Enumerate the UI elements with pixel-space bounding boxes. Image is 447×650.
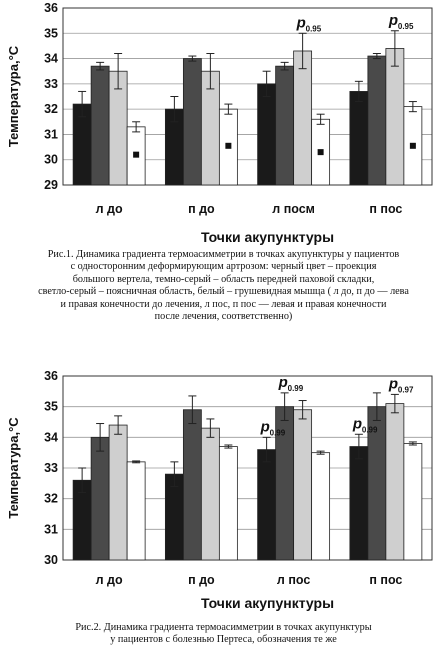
fig1-y-tick-label: 29: [44, 178, 58, 192]
fig1-bar: [91, 66, 109, 185]
fig1-y-tick-label: 31: [44, 127, 58, 142]
figure-2-caption: [0, 622, 447, 647]
fig2-significance-label: p: [352, 415, 363, 433]
fig2-x-category-label: п до: [188, 573, 215, 587]
fig1-x-category-label: п пос: [369, 202, 403, 216]
fig2-significance-label: p: [278, 373, 288, 391]
fig1-y-tick-label: 36: [44, 1, 58, 15]
fig1-significance-subscript: 0.95: [397, 21, 414, 31]
fig2-y-tick-label: 36: [44, 369, 58, 383]
figure-2-chart: [0, 360, 447, 618]
fig2-bar: [201, 428, 219, 560]
figure-1-chart: [0, 0, 447, 248]
fig1-x-category-label: л до: [95, 202, 123, 216]
fig2-y-tick-label: 34: [44, 430, 58, 445]
fig2-significance-subscript: 0.99: [287, 383, 304, 393]
fig1-bar: [276, 66, 294, 185]
caption-line: и правая конечности до лечения, л пос, п пос — левая и правая конечности: [60, 298, 387, 310]
fig2-bar: [91, 437, 109, 560]
fig1-bar: [386, 48, 404, 185]
fig1-y-tick-label: 33: [44, 76, 58, 91]
fig1-significance-subscript: 0.95: [305, 24, 322, 34]
fig1-bar: [368, 56, 386, 185]
caption-line: Рис.2. Динамика градиента термоасимметрии в точках акупунктуры: [75, 622, 372, 633]
fig1-y-axis-label: Температура,°С: [6, 45, 21, 148]
fig2-significance-subscript: 0.99: [269, 428, 286, 438]
fig2-y-tick-label: 33: [44, 461, 58, 475]
fig1-significance-label: p: [388, 11, 399, 29]
fig1-y-tick-label: 32: [44, 102, 58, 117]
fig1-bar: [350, 91, 368, 185]
fig2-bar: [312, 453, 330, 560]
fig1-y-tick-label: 34: [44, 51, 58, 66]
fig1-marker: [225, 143, 231, 149]
caption-line: светло-серый – поясничная область, белый – грушевидная мышца ( л до, п до — лева: [38, 286, 409, 298]
fig2-x-category-label: п пос: [369, 573, 403, 587]
fig2-y-tick-label: 35: [44, 399, 58, 414]
fig1-bar: [258, 84, 276, 185]
fig1-bar: [183, 59, 201, 185]
fig2-significance-subscript: 0.97: [397, 385, 414, 395]
fig2-y-tick-label: 30: [44, 553, 58, 567]
fig2-x-axis-label: Точки акупунктуры: [200, 595, 335, 611]
fig1-y-tick-label: 30: [44, 152, 58, 167]
fig1-significance-label: p: [296, 14, 306, 32]
fig1-x-axis-label: Точки акупунктуры: [200, 229, 335, 245]
fig2-bar: [404, 443, 422, 560]
caption-line: большого вертела, темно-серый – область передней паховой складки,: [72, 273, 375, 285]
fig2-x-category-label: л до: [95, 573, 123, 587]
fig2-y-axis-label: Температура,°С: [6, 417, 21, 519]
fig2-y-tick-label: 32: [44, 491, 58, 506]
caption-line: с односторонним деформирующим артрозом: черный цвет – проекция: [70, 261, 377, 273]
fig2-bar: [258, 450, 276, 560]
fig2-bar: [109, 425, 127, 560]
fig2-y-tick-label: 31: [44, 522, 58, 537]
fig2-significance-label: p: [260, 418, 270, 436]
fig2-bar: [165, 474, 183, 560]
fig1-marker: [318, 149, 324, 155]
fig2-bar: [386, 404, 404, 560]
figure-1-caption: [0, 249, 447, 323]
fig1-bar: [294, 51, 312, 185]
fig2-significance-subscript: 0.99: [361, 425, 378, 435]
fig1-x-category-label: п до: [188, 202, 215, 216]
fig1-marker: [410, 143, 416, 149]
fig2-bar: [219, 447, 237, 560]
fig2-bar: [294, 410, 312, 560]
fig2-bar: [350, 447, 368, 560]
fig1-y-tick-label: 35: [44, 26, 58, 41]
fig2-bar: [127, 462, 145, 560]
caption-line: Рис.1. Динамика градиента термоасимметрии в точках акупунктуры у пациентов: [47, 249, 400, 260]
fig2-significance-label: p: [388, 375, 399, 393]
caption-line: у пациентов с болезнью Пертеса, обозначения те же: [110, 634, 337, 646]
fig1-marker: [133, 152, 139, 158]
caption-line: после лечения, соответственно): [154, 311, 293, 323]
fig1-x-category-label: л посм: [272, 202, 315, 216]
fig2-bar: [183, 410, 201, 560]
fig2-x-category-label: л пос: [276, 573, 311, 587]
